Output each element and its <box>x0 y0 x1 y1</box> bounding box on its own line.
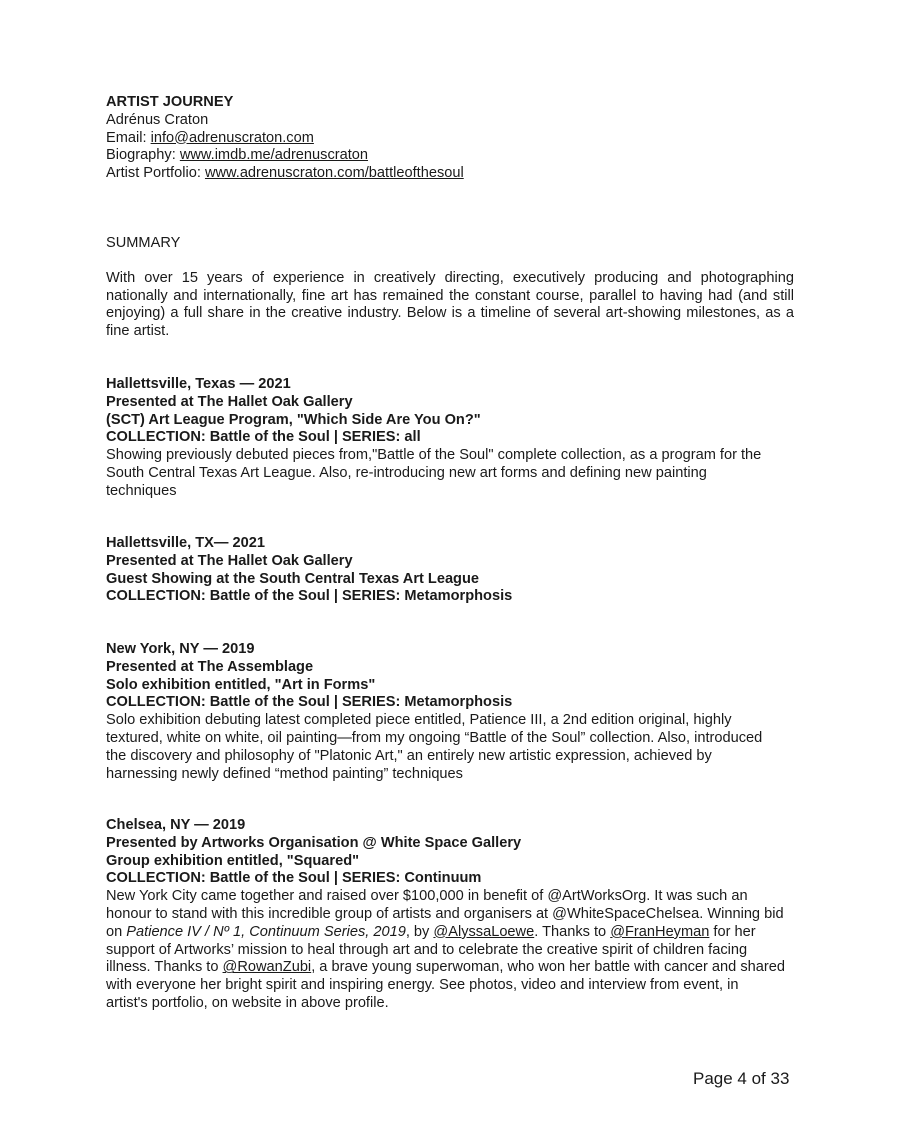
biography-link[interactable]: www.imdb.me/adrenuscraton <box>179 147 369 164</box>
entry-location: Hallettsville, TX— 2021 <box>106 535 265 551</box>
exhibition-entry <box>106 641 762 783</box>
entry-description-line: support of Artworks’ mission to heal through art and to celebrate the creative spirit of children facing <box>106 941 748 958</box>
biography-label: Biography: <box>106 147 180 164</box>
email-line <box>106 130 464 148</box>
entry-location: New York, NY — 2019 <box>106 641 255 657</box>
email-link[interactable]: info@adrenuscraton.com <box>150 129 314 146</box>
entry-collection: COLLECTION: Battle of the Soul | SERIES: Metamorphosis <box>106 694 513 711</box>
summary-section <box>106 235 796 341</box>
entry-description-line: South Central Texas Art League. Also, re-introducing new art forms and defining new painting <box>106 464 707 481</box>
entry-presenter: Presented at The Hallet Oak Gallery <box>106 552 353 569</box>
artist-header <box>106 94 464 183</box>
entry-description-line: harnessing newly defined “method painting” techniques <box>106 765 463 782</box>
artist-name: Adrénus Craton <box>106 111 209 128</box>
entry-event: Group exhibition entitled, "Squared" <box>106 852 360 869</box>
text-fragment: illness. Thanks to <box>106 959 223 976</box>
entry-description-line <box>106 924 785 942</box>
entry-event: Solo exhibition entitled, "Art in Forms" <box>106 676 376 693</box>
text-fragment: . Thanks to <box>534 923 611 940</box>
entry-collection: COLLECTION: Battle of the Soul | SERIES: all <box>106 429 421 446</box>
page-number: Page 4 of 33 <box>693 1069 790 1088</box>
entry-event: Guest Showing at the South Central Texas Art League <box>106 570 480 587</box>
entry-description-line <box>106 959 785 977</box>
text-fragment: , by <box>405 923 434 940</box>
entry-collection: COLLECTION: Battle of the Soul | SERIES: Metamorphosis <box>106 588 513 605</box>
portfolio-line <box>106 165 464 183</box>
entry-location: Chelsea, NY — 2019 <box>106 817 246 833</box>
exhibition-entry <box>106 817 785 1013</box>
entry-event: (SCT) Art League Program, "Which Side Are You On?" <box>106 411 481 428</box>
entry-description-line: Solo exhibition debuting latest completed piece entitled, Patience III, a 2nd edition original, highly <box>106 712 732 729</box>
text-fragment: , a brave young superwoman, who won her battle with cancer and shared <box>311 959 785 976</box>
text-fragment: on <box>106 923 127 940</box>
entry-description-line: techniques <box>106 482 177 499</box>
biography-line <box>106 147 464 165</box>
entry-description-line: textured, white on white, oil painting—from my ongoing “Battle of the Soul” collection. Also, introduced <box>106 729 763 746</box>
entry-description-line: with everyone her bright spirit and inspiring energy. See photos, video and interview from event, in <box>106 977 739 994</box>
alyssaloewe-link[interactable]: @AlyssaLoewe <box>433 923 535 940</box>
entry-presenter: Presented at The Assemblage <box>106 658 314 675</box>
portfolio-label: Artist Portfolio: <box>106 165 205 182</box>
email-label: Email: <box>106 129 151 146</box>
summary-heading: SUMMARY <box>106 235 181 251</box>
summary-text: With over 15 years of experience in creatively directing, executively producing and photographing nationally and internationally, fine art has remained the constant course, parallel to having had (and still enjoying) a full share in the creative industry. Below is a timeline of several art-showing milestones, as a fine artist. <box>106 269 794 340</box>
entry-description-line: Showing previously debuted pieces from,"Battle of the Soul" complete collection, as a program for the <box>106 447 762 464</box>
portfolio-link[interactable]: www.adrenuscraton.com/battleofthesoul <box>204 165 464 182</box>
franheyman-link[interactable]: @FranHeyman <box>610 923 710 940</box>
entry-description-line: artist's portfolio, on website in above profile. <box>106 994 389 1011</box>
entry-location: Hallettsville, Texas — 2021 <box>106 376 291 392</box>
artwork-title: Patience IV / Nº 1, Continuum Series, 2019 <box>126 923 406 940</box>
text-fragment: for her <box>709 923 756 940</box>
entry-presenter: Presented at The Hallet Oak Gallery <box>106 393 353 410</box>
exhibition-entry <box>106 376 761 501</box>
entry-presenter: Presented by Artworks Organisation @ White Space Gallery <box>106 834 522 851</box>
entry-description-line: New York City came together and raised over $100,000 in benefit of @ArtWorksOrg. It was such an <box>106 888 748 905</box>
entry-collection: COLLECTION: Battle of the Soul | SERIES: Continuum <box>106 870 482 887</box>
entry-description-line: honour to stand with this incredible group of artists and organisers at @WhiteSpaceChelsea. Winning bid <box>106 905 784 922</box>
rowanzubi-link[interactable]: @RowanZubi <box>222 959 312 976</box>
document-title: ARTIST JOURNEY <box>106 94 234 110</box>
exhibition-entry <box>106 535 512 606</box>
entry-description-line: the discovery and philosophy of "Platonic Art," an entirely new artistic expression, achieved by <box>106 747 712 764</box>
